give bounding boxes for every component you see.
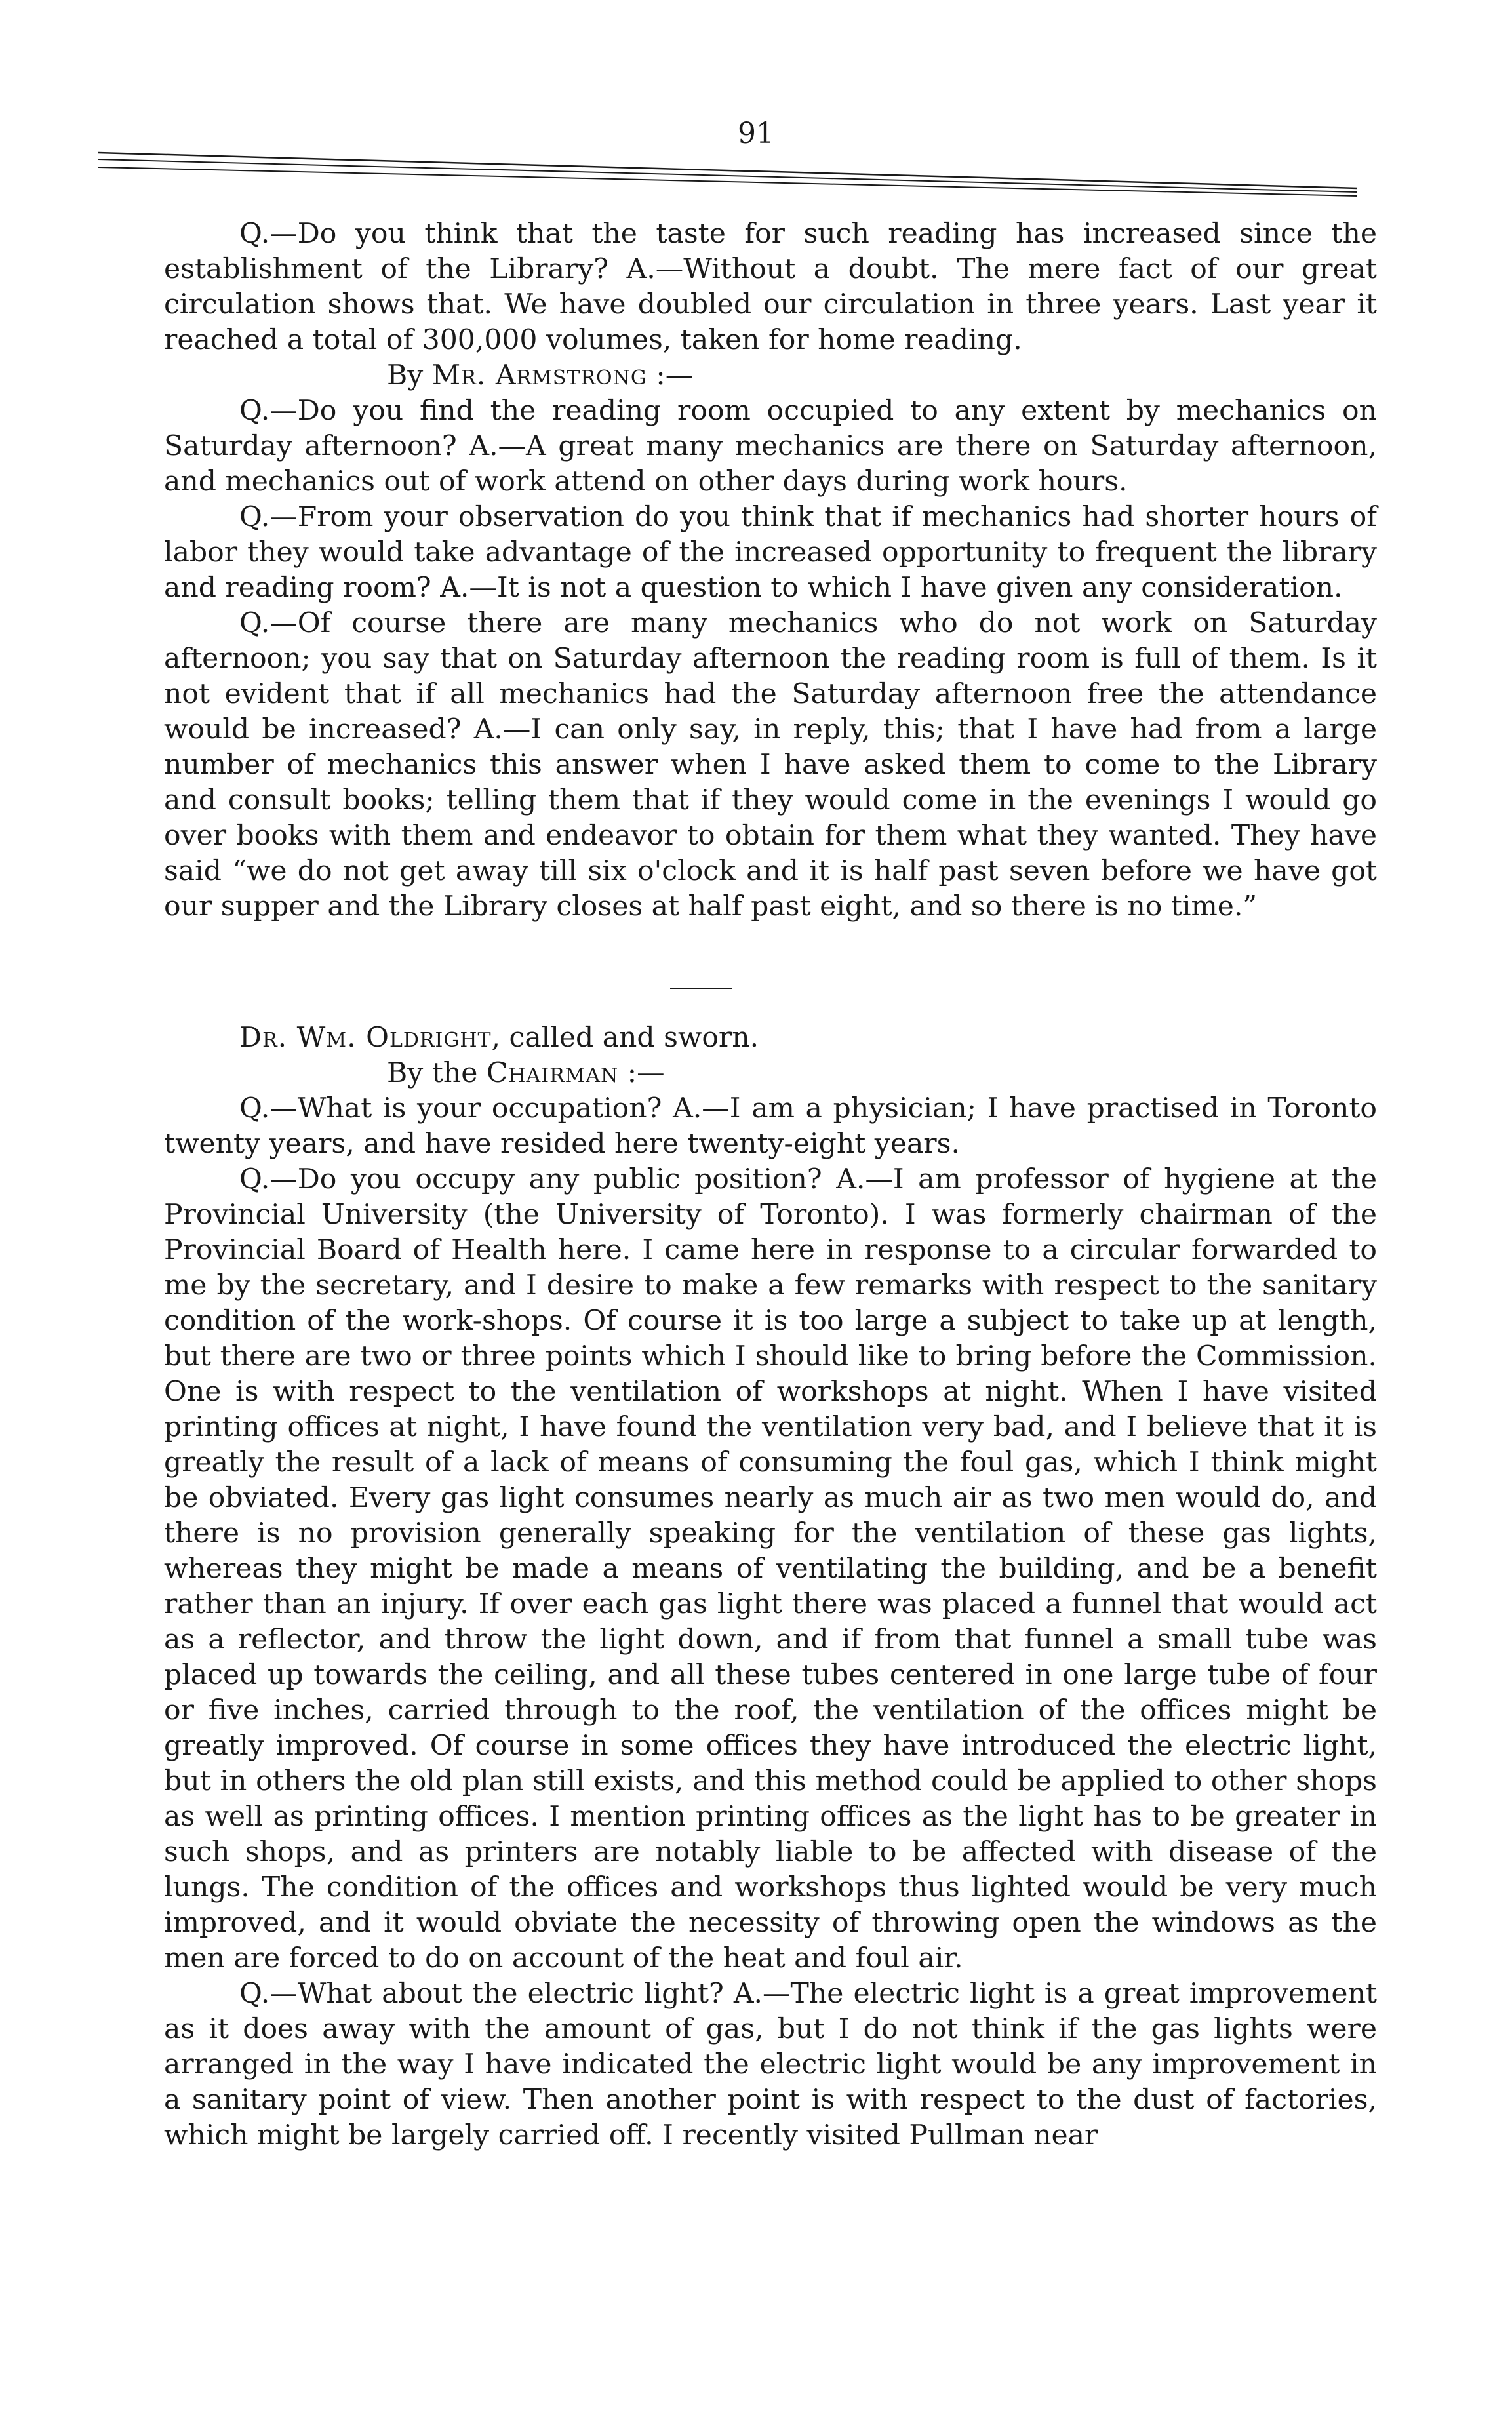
- witness-name: Dr. Wm. Oldright: [239, 1022, 492, 1054]
- examiner-suffix: :—: [647, 359, 694, 391]
- paragraph-qa-saturday: Q.—Of course there are many mechanics who do not work on Saturday afternoon; you say that on Saturday afternoon the reading room is full of them. Is it not evident that if all mechanics had the Saturday afternoon free the attendance would be increased? A.—I can only say, in reply, this; that I have had from a large number of mechanics this answer when I have asked them to come to the Library and consult books; telling them that if they would come in the evenings I would go over books with them and endeavor to obtain for them what they wanted. They have said “we do not get away till six o'clock and it is half past seven before we have got our supper and the Library closes at half past eight, and so there is no time.”: [164, 607, 1377, 923]
- page-number: 91: [738, 117, 774, 150]
- examiner-heading-chairman: [164, 1056, 1377, 1091]
- paragraph-qa-shorter-hours: Q.—From your observation do you think that if mechanics had shorter hours of labor they would take advantage of the increased opportunity to frequent the library and reading room? A.—It is not a question to which I have given any consideration.: [164, 501, 1377, 604]
- testimony-section-library: [164, 216, 1377, 925]
- examiner-prefix: By: [387, 359, 432, 391]
- witness-heading: [164, 1020, 1377, 1056]
- paragraph-qa-occupation: Q.—What is your occupation? A.—I am a physician; I have practised in Toronto twenty years, and have resided here twenty-eight years.: [164, 1092, 1377, 1160]
- testimony-section-oldright: [164, 1020, 1377, 2153]
- examiner-suffix: :—: [618, 1057, 665, 1089]
- examiner-name: Mr. Armstrong: [431, 359, 647, 391]
- paragraph-qa-public-position: Q.—Do you occupy any public position? A.—I am professor of hygiene at the Provincial University (the University of Toronto). I was formerly chairman of the Provincial Board of Health here. I came here in response to a circular forwarded to me by the secretary, and I desire to make a few remarks with respect to the sanitary condition of the work-shops. Of course it is too large a subject to take up at length, but there are two or three points which I should like to bring before the Commission. One is with respect to the ventilation of workshops at night. When I have visited printing offices at night, I have found the ventilation very bad, and I believe that it is greatly the result of a lack of means of consuming the foul gas, which I think might be obviated. Every gas light consumes nearly as much air as two men would do, and there is no provision generally speaking for the ventilation of these gas lights, whereas they might be made a means of ventilating the building, and be a benefit rather than an injury. If over each gas light there was placed a funnel that would act as a reflector, and throw the light down, and if from that funnel a small tube was placed up towards the ceiling, and all these tubes centered in one large tube of four or five inches, carried through to the roof, the ventilation of the offices might be greatly improved. Of course in some offices they have introduced the electric light, but in others the old plan still exists, and this method could be applied to other shops as well as printing offices. I mention printing offices as the light has to be greater in such shops, and as printers are notably liable to be affected with disease of the lungs. The condition of the offices and workshops thus lighted would be very much improved, and it would obviate the necessity of throwing open the windows as the men are forced to do on account of the heat and foul air.: [164, 1163, 1377, 1974]
- header-rules: [0, 148, 1512, 213]
- paragraph-qa-electric-light: Q.—What about the electric light? A.—The electric light is a great improvement as it does away with the amount of gas, but I do not think if the gas lights were arranged in the way I have indicated the electric light would be any improvement in a sanitary point of view. Then another point is with respect to the dust of factories, which might be largely carried off. I recently visited Pullman near: [164, 1978, 1377, 2151]
- section-divider: [670, 988, 732, 989]
- witness-suffix: , called and sworn.: [491, 1022, 759, 1054]
- paragraph-qa-reading-room: Q.—Do you find the reading room occupied to any extent by mechanics on Saturday afternoon? A.—A great many mechanics are there on Saturday afternoon, and mechanics out of work attend on other days during work hours.: [164, 395, 1377, 498]
- examiner-heading-armstrong: [164, 358, 1377, 393]
- examiner-prefix: By the: [387, 1057, 487, 1089]
- paragraph-qa-taste: Q.—Do you think that the taste for such reading has increased since the establishment of the Library? A.—Without a doubt. The mere fact of our great circulation shows that. We have doubled our circulation in three years. Last year it reached a total of 300,000 volumes, taken for home reading.: [164, 218, 1377, 356]
- examiner-name: Chairman: [486, 1057, 619, 1089]
